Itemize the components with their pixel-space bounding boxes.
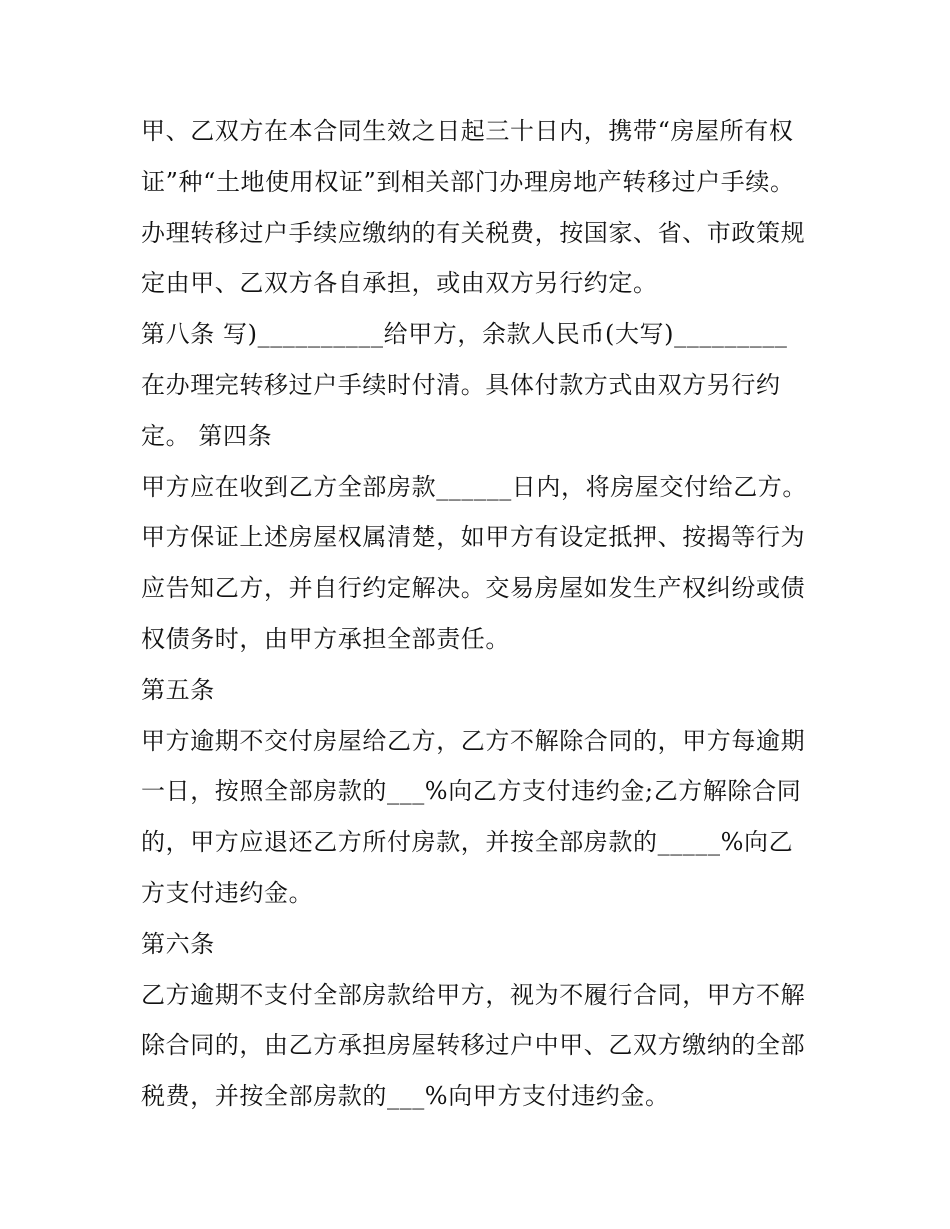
text-line: 在办理完转移过户手续时付清。具体付款方式由双方另行约 — [141, 370, 781, 399]
text-line: 一日，按照全部房款的___%向乙方支付违约金;乙方解除合同 — [141, 777, 802, 806]
text-line: 证”种“土地使用权证”到相关部门办理房地产转移过户手续。 — [141, 167, 795, 196]
text-line: 定由甲、乙双方各自承担，或由双方另行约定。 — [141, 269, 658, 298]
text-line: 甲方逾期不交付房屋给乙方，乙方不解除合同的，甲方每逾期 — [141, 726, 806, 755]
article-5-heading: 第五条 — [141, 675, 215, 704]
text-line: 甲方应在收到乙方全部房款______日内，将房屋交付给乙方。 — [141, 472, 807, 501]
article-6-heading: 第六条 — [141, 929, 215, 958]
article-8-line: 第八条 写)__________给甲方，余款人民币(大写)_________ — [141, 320, 788, 349]
text-line: 方支付违约金。 — [141, 878, 314, 907]
text-line: 办理转移过户手续应缴纳的有关税费，按国家、省、市政策规 — [141, 218, 806, 247]
text-line: 除合同的，由乙方承担房屋转移过户中甲、乙双方缴纳的全部 — [141, 1031, 806, 1060]
text-line: 的，甲方应退还乙方所付房款，并按全部房款的_____%向乙 — [141, 828, 794, 857]
text-line: 权债务时，由甲方承担全部责任。 — [141, 624, 510, 653]
text-line: 甲方保证上述房屋权属清楚，如甲方有设定抵押、按揭等行为 — [141, 523, 806, 552]
text-line: 税费，并按全部房款的___%向甲方支付违约金。 — [141, 1082, 670, 1111]
text-line: 乙方逾期不支付全部房款给甲方，视为不履行合同，甲方不解 — [141, 980, 806, 1009]
article-4-heading: 定。 第四条 — [141, 421, 273, 450]
document-body — [141, 106, 821, 1122]
text-line: 甲、乙双方在本合同生效之日起三十日内，携带“房屋所有权 — [141, 117, 794, 145]
text-line: 应告知乙方，并自行约定解决。交易房屋如发生产权纠纷或债 — [141, 574, 806, 603]
